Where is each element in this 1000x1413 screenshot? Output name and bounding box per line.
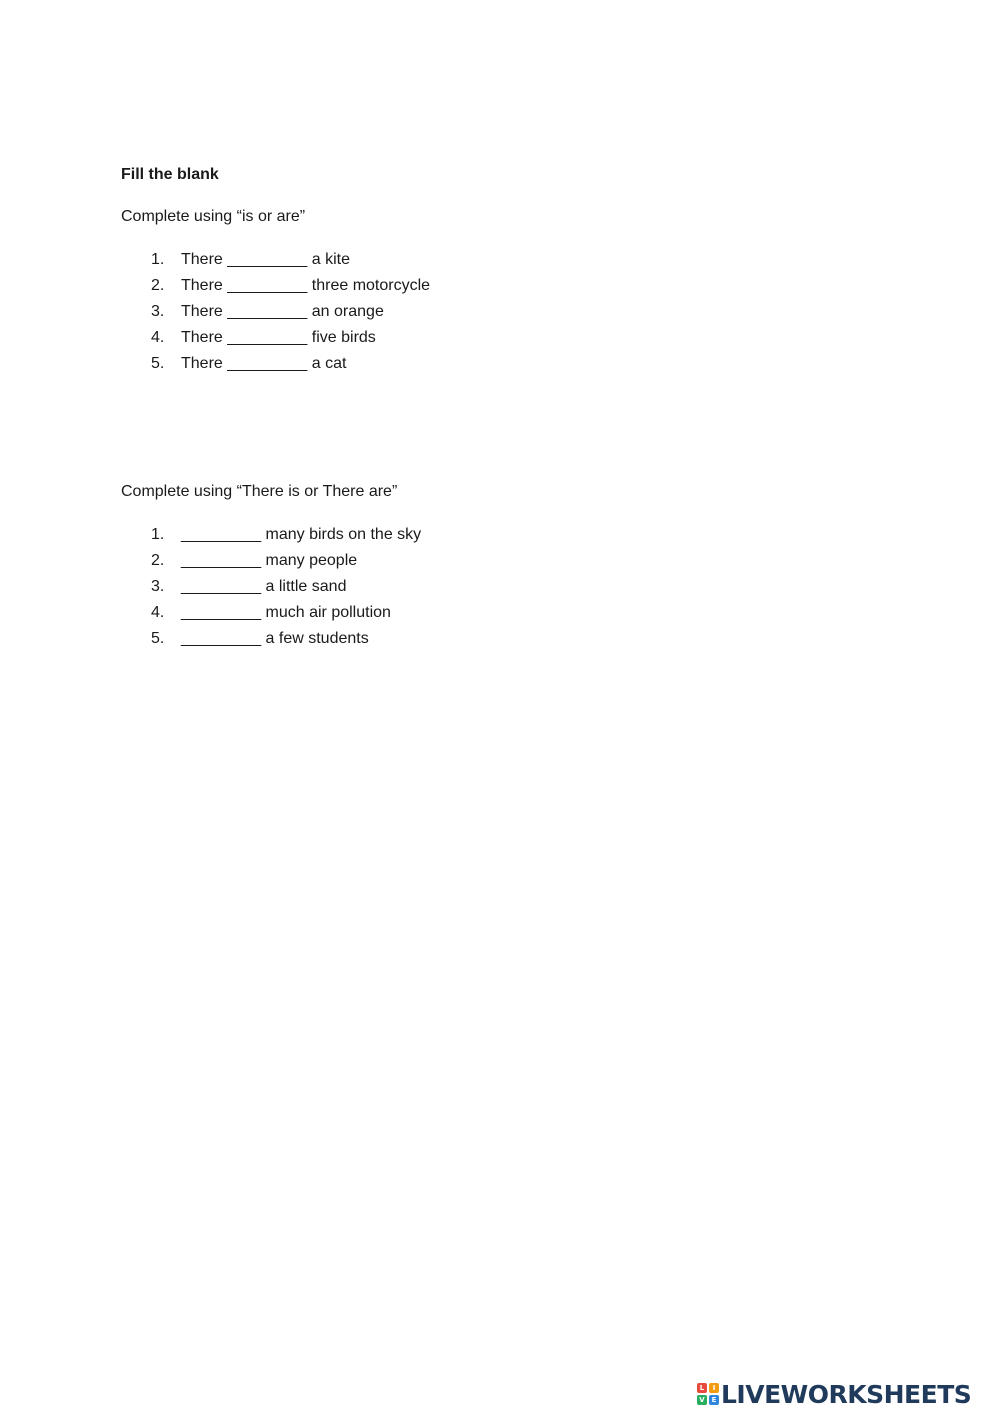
item-number: 5. (151, 630, 165, 647)
item-number: 4. (151, 604, 165, 621)
item-number: 3. (151, 303, 165, 320)
item-number: 3. (151, 578, 165, 595)
list-item (151, 353, 430, 379)
list-item (151, 249, 430, 275)
item-text: There _________ a kite (181, 251, 351, 268)
item-text: _________ many people (181, 552, 358, 569)
section2-list (151, 524, 421, 654)
item-number: 4. (151, 329, 165, 346)
item-text: There _________ a cat (181, 355, 347, 372)
liveworksheets-logo (697, 1378, 971, 1410)
list-item (151, 301, 430, 327)
item-text: There _________ an orange (181, 303, 384, 320)
list-item (151, 275, 430, 301)
list-item (151, 327, 430, 353)
logo-mark-letter: V (697, 1395, 707, 1405)
section1-list (151, 249, 430, 379)
logo-mark-letter: L (697, 1383, 707, 1393)
list-item (151, 576, 421, 602)
item-number: 2. (151, 552, 165, 569)
logo-text: LIVEWORKSHEETS (721, 1379, 972, 1409)
list-item (151, 628, 421, 654)
list-item (151, 550, 421, 576)
item-text: _________ many birds on the sky (181, 526, 422, 543)
section2-instruction: Complete using “There is or There are” (121, 483, 398, 500)
item-number: 1. (151, 251, 165, 268)
list-item (151, 602, 421, 628)
list-item (151, 524, 421, 550)
item-text: _________ a little sand (181, 578, 347, 595)
logo-mark-icon (697, 1383, 719, 1405)
item-text: There _________ five birds (181, 329, 376, 346)
section1-instruction: Complete using “is or are” (121, 208, 306, 225)
logo-mark-letter: I (709, 1383, 719, 1393)
item-text: _________ a few students (181, 630, 369, 647)
item-number: 1. (151, 526, 165, 543)
page-title: Fill the blank (121, 166, 219, 183)
item-number: 5. (151, 355, 165, 372)
item-text: There _________ three motorcycle (181, 277, 431, 294)
item-text: _________ much air pollution (181, 604, 391, 621)
item-number: 2. (151, 277, 165, 294)
logo-mark-letter: E (709, 1395, 719, 1405)
